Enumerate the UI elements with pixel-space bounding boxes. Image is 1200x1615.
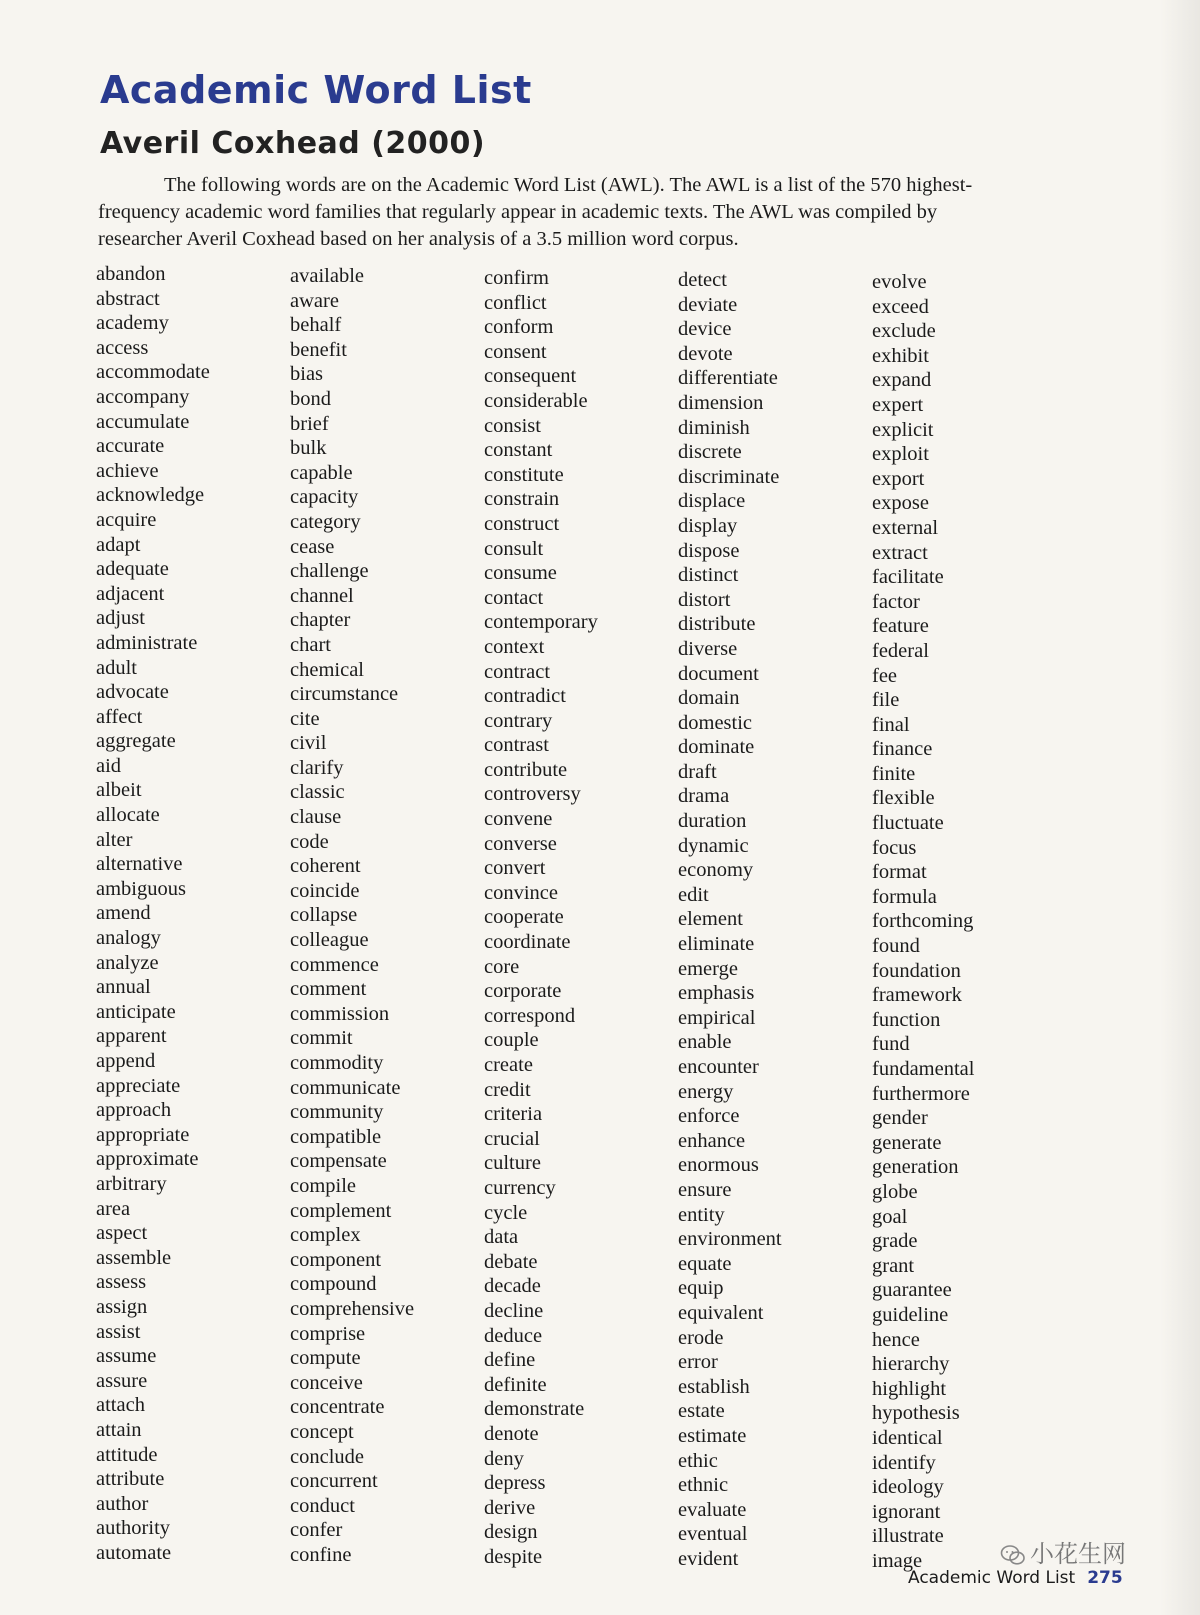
word-item: bond [290, 387, 331, 410]
word-item: compatible [290, 1125, 382, 1148]
page-number: 275 [1087, 1568, 1123, 1588]
word-item: convert [484, 857, 546, 880]
word-item: analogy [96, 927, 161, 950]
word-item: commission [290, 1002, 390, 1025]
word-item: bias [290, 363, 324, 386]
word-item: discriminate [678, 465, 780, 488]
word-item: expose [872, 492, 929, 515]
word-item: export [872, 467, 925, 490]
word-item: behalf [290, 314, 342, 337]
word-item: entity [678, 1203, 725, 1226]
word-item: diminish [678, 416, 750, 439]
word-item: domain [678, 687, 740, 710]
word-item: finite [872, 762, 916, 785]
wechat-icon [1000, 1544, 1026, 1566]
word-item: guarantee [872, 1279, 952, 1302]
word-item: error [678, 1351, 718, 1374]
word-item: exploit [872, 443, 929, 466]
word-item: automate [96, 1541, 172, 1564]
word-item: estate [678, 1400, 725, 1423]
word-item: decade [484, 1275, 541, 1298]
word-item: feature [872, 615, 929, 638]
word-item: alternative [96, 853, 183, 876]
word-item: finance [872, 738, 933, 761]
word-item: define [484, 1349, 536, 1372]
word-item: albeit [96, 779, 142, 802]
word-item: achieve [96, 459, 159, 482]
word-item: coincide [290, 879, 360, 902]
word-item: domestic [678, 711, 753, 734]
word-item: administrate [96, 631, 198, 654]
word-item: create [484, 1054, 533, 1076]
word-item: decline [484, 1299, 544, 1322]
word-item: evolve [872, 271, 927, 293]
word-item: aware [290, 289, 339, 312]
word-item: distinct [678, 564, 739, 587]
word-item: evident [678, 1547, 739, 1570]
word-item: confer [290, 1519, 343, 1542]
word-column-2 [290, 264, 475, 1567]
word-item: acknowledge [96, 484, 205, 507]
word-item: channel [290, 584, 354, 607]
word-item: brief [290, 412, 329, 435]
word-item: allocate [96, 804, 160, 827]
word-item: eventual [678, 1523, 748, 1546]
word-item: chapter [290, 609, 351, 632]
word-item: forthcoming [872, 910, 974, 933]
word-item: contract [484, 660, 551, 683]
word-item: available [290, 265, 364, 287]
word-item: derive [484, 1496, 536, 1519]
word-item: evaluate [678, 1498, 747, 1521]
word-item: community [290, 1101, 384, 1124]
word-item: economy [678, 859, 754, 882]
word-item: conflict [484, 291, 547, 314]
word-item: controversy [484, 783, 581, 806]
word-item: environment [678, 1228, 782, 1251]
word-item: abstract [96, 287, 160, 310]
word-item: capacity [290, 486, 359, 509]
word-item: assemble [96, 1246, 172, 1269]
word-item: assign [96, 1295, 148, 1318]
word-item: highlight [872, 1377, 947, 1400]
word-item: amend [96, 902, 151, 925]
word-item: approach [96, 1099, 172, 1122]
word-item: converse [484, 832, 557, 855]
word-item: discrete [678, 441, 742, 464]
word-item: foundation [872, 959, 961, 982]
word-item: factor [872, 590, 920, 613]
word-item: external [872, 516, 939, 539]
word-item: concept [290, 1420, 354, 1443]
word-item: estimate [678, 1424, 747, 1447]
word-item: element [678, 908, 743, 931]
word-item: demonstrate [484, 1398, 585, 1421]
word-item: analyze [96, 951, 159, 974]
word-item: duration [678, 810, 747, 833]
word-item: identical [872, 1426, 943, 1449]
watermark [1000, 1534, 1126, 1569]
word-item: file [872, 689, 900, 712]
word-item: comment [290, 978, 367, 1001]
word-item: expert [872, 393, 924, 416]
word-item: establish [678, 1375, 750, 1398]
word-item: cite [290, 707, 320, 730]
word-item: convene [484, 808, 553, 831]
word-item: adequate [96, 558, 169, 581]
word-item: depress [484, 1472, 546, 1495]
word-item: accumulate [96, 410, 190, 433]
word-item: advocate [96, 681, 169, 704]
word-item: exclude [872, 320, 936, 343]
word-item: coordinate [484, 931, 571, 954]
word-item: dispose [678, 539, 740, 562]
word-item: ethnic [678, 1474, 729, 1497]
word-item: conform [484, 316, 554, 339]
watermark-text: 小花生网 [1030, 1540, 1126, 1568]
word-item: enable [678, 1031, 732, 1054]
word-item: facilitate [872, 566, 944, 589]
word-item: appreciate [96, 1074, 181, 1097]
word-item: constant [484, 439, 553, 462]
word-item: deny [484, 1447, 524, 1470]
word-item: cooperate [484, 906, 564, 929]
word-item: format [872, 861, 927, 884]
word-item: enhance [678, 1129, 746, 1152]
word-item: collapse [290, 904, 358, 927]
word-item: consult [484, 537, 544, 560]
word-item: accommodate [96, 361, 210, 384]
word-item: distort [678, 588, 731, 611]
word-item: commit [290, 1027, 353, 1050]
word-item: assess [96, 1271, 147, 1294]
word-item: acquire [96, 508, 157, 531]
word-item: assist [96, 1320, 141, 1343]
page-edge-shadow [1160, 0, 1200, 1615]
word-item: dynamic [678, 834, 749, 857]
word-item: generation [872, 1156, 959, 1179]
word-item: convince [484, 881, 558, 904]
word-item: emerge [678, 957, 738, 980]
word-item: capable [290, 461, 353, 484]
word-item: exceed [872, 295, 929, 318]
word-item: denote [484, 1422, 539, 1445]
word-item: document [678, 662, 759, 685]
word-item: dominate [678, 736, 755, 759]
word-item: definite [484, 1373, 547, 1396]
word-item: category [290, 510, 361, 533]
word-item: illustrate [872, 1525, 944, 1548]
word-item: attain [96, 1418, 142, 1441]
word-item: image [872, 1549, 923, 1572]
word-item: fluctuate [872, 812, 944, 835]
word-item: contradict [484, 685, 566, 708]
word-item: adapt [96, 533, 141, 556]
word-item: confirm [484, 267, 549, 289]
word-item: core [484, 955, 520, 978]
word-item: arbitrary [96, 1172, 167, 1195]
word-item: chemical [290, 658, 364, 681]
word-item: emphasis [678, 982, 755, 1005]
word-item: differentiate [678, 367, 778, 390]
word-item: hierarchy [872, 1353, 950, 1376]
word-item: energy [678, 1080, 734, 1103]
word-item: append [96, 1050, 156, 1072]
word-item: erode [678, 1326, 724, 1349]
word-item: hence [872, 1328, 920, 1351]
word-item: globe [872, 1180, 918, 1203]
word-item: classic [290, 781, 345, 804]
page-subtitle: Averil Coxhead (2000) [100, 126, 486, 161]
word-item: displace [678, 490, 746, 513]
word-item: consent [484, 340, 547, 363]
word-item: final [872, 713, 910, 736]
word-item: deviate [678, 293, 738, 316]
word-item: display [678, 514, 738, 537]
word-item: equate [678, 1252, 732, 1275]
word-column-3 [484, 266, 669, 1569]
word-item: assume [96, 1345, 157, 1368]
word-item: constitute [484, 463, 564, 486]
word-item: coherent [290, 855, 361, 878]
word-item: culture [484, 1152, 541, 1175]
word-item: approximate [96, 1148, 199, 1171]
word-item: currency [484, 1176, 556, 1199]
word-item: deduce [484, 1324, 543, 1347]
word-item: access [96, 336, 149, 359]
word-item: accurate [96, 435, 165, 458]
word-item: hypothesis [872, 1402, 960, 1425]
word-item: contact [484, 586, 544, 609]
word-item: anticipate [96, 1000, 176, 1023]
word-item: commodity [290, 1052, 384, 1074]
word-item: confine [290, 1543, 352, 1566]
intro-paragraph: The following words are on the Academic Word List (AWL). The AWL is a list of the 570 highest-frequency academic word families that regularly appear in academic texts. The AWL was compiled by researcher Averil Coxhead based on her analysis of a 3.5 million word corpus. [98, 174, 973, 250]
word-item: encounter [678, 1056, 759, 1078]
word-item: identify [872, 1451, 936, 1474]
word-item: clause [290, 806, 342, 829]
word-item: couple [484, 1029, 539, 1052]
word-item: ensure [678, 1178, 732, 1201]
page-title: Academic Word List [100, 68, 532, 112]
word-item: contemporary [484, 611, 598, 634]
word-item: ethic [678, 1449, 718, 1472]
word-item: compensate [290, 1150, 387, 1173]
word-item: formula [872, 885, 937, 908]
word-item: contrary [484, 709, 553, 732]
word-item: fund [872, 1033, 910, 1056]
word-item: compile [290, 1174, 357, 1197]
word-item: explicit [872, 418, 934, 441]
word-column-1 [96, 262, 281, 1565]
word-item: fundamental [872, 1058, 975, 1080]
word-item: consume [484, 562, 557, 585]
word-item: commence [290, 953, 379, 976]
word-item: conclude [290, 1445, 364, 1468]
word-item: contrast [484, 734, 549, 757]
word-item: appropriate [96, 1123, 190, 1146]
word-item: annual [96, 976, 151, 999]
word-item: function [872, 1008, 941, 1031]
word-item: extract [872, 541, 928, 564]
word-item: framework [872, 984, 962, 1007]
word-item: academy [96, 312, 169, 335]
word-item: draft [678, 760, 717, 783]
word-item: goal [872, 1205, 908, 1228]
word-item: comprise [290, 1322, 366, 1345]
word-item: exhibit [872, 344, 929, 367]
word-item: constrain [484, 488, 560, 511]
word-item: civil [290, 732, 327, 755]
word-item: drama [678, 785, 730, 808]
word-item: attitude [96, 1443, 158, 1466]
word-item: found [872, 935, 920, 958]
word-item: enforce [678, 1105, 740, 1128]
word-item: adult [96, 656, 137, 679]
word-item: despite [484, 1545, 543, 1568]
word-item: gender [872, 1107, 928, 1130]
word-item: code [290, 830, 329, 853]
word-item: assure [96, 1369, 148, 1392]
word-item: ignorant [872, 1500, 941, 1523]
word-item: crucial [484, 1127, 540, 1150]
word-item: aggregate [96, 730, 176, 753]
word-item: federal [872, 639, 929, 662]
word-item: aid [96, 754, 122, 777]
word-item: criteria [484, 1103, 543, 1126]
word-item: chart [290, 633, 331, 656]
word-item: focus [872, 836, 917, 859]
word-item: detect [678, 269, 727, 291]
word-item: component [290, 1248, 382, 1271]
word-item: circumstance [290, 683, 399, 706]
word-item: apparent [96, 1025, 167, 1048]
word-item: adjust [96, 607, 145, 630]
word-item: enormous [678, 1154, 759, 1177]
word-item: author [96, 1492, 149, 1515]
word-item: debate [484, 1250, 538, 1273]
word-item: comprehensive [290, 1297, 415, 1320]
word-item: empirical [678, 1006, 756, 1029]
footer-title: Academic Word List [908, 1568, 1076, 1588]
word-item: bulk [290, 437, 327, 460]
word-item: consist [484, 414, 541, 437]
word-item: credit [484, 1078, 531, 1101]
word-item: conceive [290, 1371, 363, 1394]
word-item: furthermore [872, 1082, 970, 1105]
word-item: considerable [484, 389, 588, 412]
word-item: conduct [290, 1494, 355, 1517]
word-item: concentrate [290, 1396, 385, 1419]
word-item: devote [678, 342, 733, 365]
word-item: data [484, 1226, 519, 1249]
word-column-4 [678, 268, 863, 1571]
word-item: construct [484, 512, 560, 535]
word-item: flexible [872, 787, 935, 810]
word-item: alter [96, 828, 133, 851]
word-item: device [678, 318, 732, 341]
word-item: affect [96, 705, 143, 728]
word-item: communicate [290, 1076, 401, 1099]
word-item: expand [872, 369, 932, 392]
word-item: benefit [290, 338, 347, 361]
word-item: consequent [484, 365, 577, 388]
word-item: grade [872, 1230, 918, 1253]
word-item: challenge [290, 560, 369, 583]
word-item: abandon [96, 263, 166, 285]
page-footer [908, 1568, 1123, 1588]
word-item: guideline [872, 1303, 949, 1326]
word-item: clarify [290, 756, 344, 779]
word-item: edit [678, 883, 709, 906]
word-item: cease [290, 535, 335, 558]
word-item: equip [678, 1277, 724, 1300]
word-item: equivalent [678, 1301, 764, 1324]
word-item: adjacent [96, 582, 165, 605]
word-item: generate [872, 1131, 942, 1154]
word-item: complex [290, 1224, 361, 1247]
word-item: accompany [96, 385, 190, 408]
word-item: ideology [872, 1476, 944, 1499]
word-item: eliminate [678, 933, 755, 956]
word-item: corporate [484, 980, 562, 1003]
word-item: attach [96, 1394, 145, 1417]
word-item: cycle [484, 1201, 528, 1224]
word-item: compute [290, 1347, 361, 1370]
word-item: ambiguous [96, 877, 186, 900]
word-item: complement [290, 1199, 392, 1222]
word-item: attribute [96, 1468, 165, 1491]
word-item: design [484, 1521, 538, 1544]
word-item: area [96, 1197, 131, 1220]
word-item: correspond [484, 1004, 576, 1027]
word-item: dimension [678, 391, 764, 414]
word-item: grant [872, 1254, 915, 1277]
word-item: diverse [678, 637, 738, 660]
word-item: distribute [678, 613, 756, 636]
word-item: aspect [96, 1222, 148, 1245]
word-column-5 [872, 270, 1057, 1573]
word-item: context [484, 635, 545, 658]
word-item: fee [872, 664, 898, 687]
word-item: authority [96, 1517, 171, 1540]
word-item: concurrent [290, 1470, 378, 1493]
word-item: colleague [290, 929, 369, 952]
word-item: compound [290, 1273, 377, 1296]
word-item: contribute [484, 758, 568, 781]
